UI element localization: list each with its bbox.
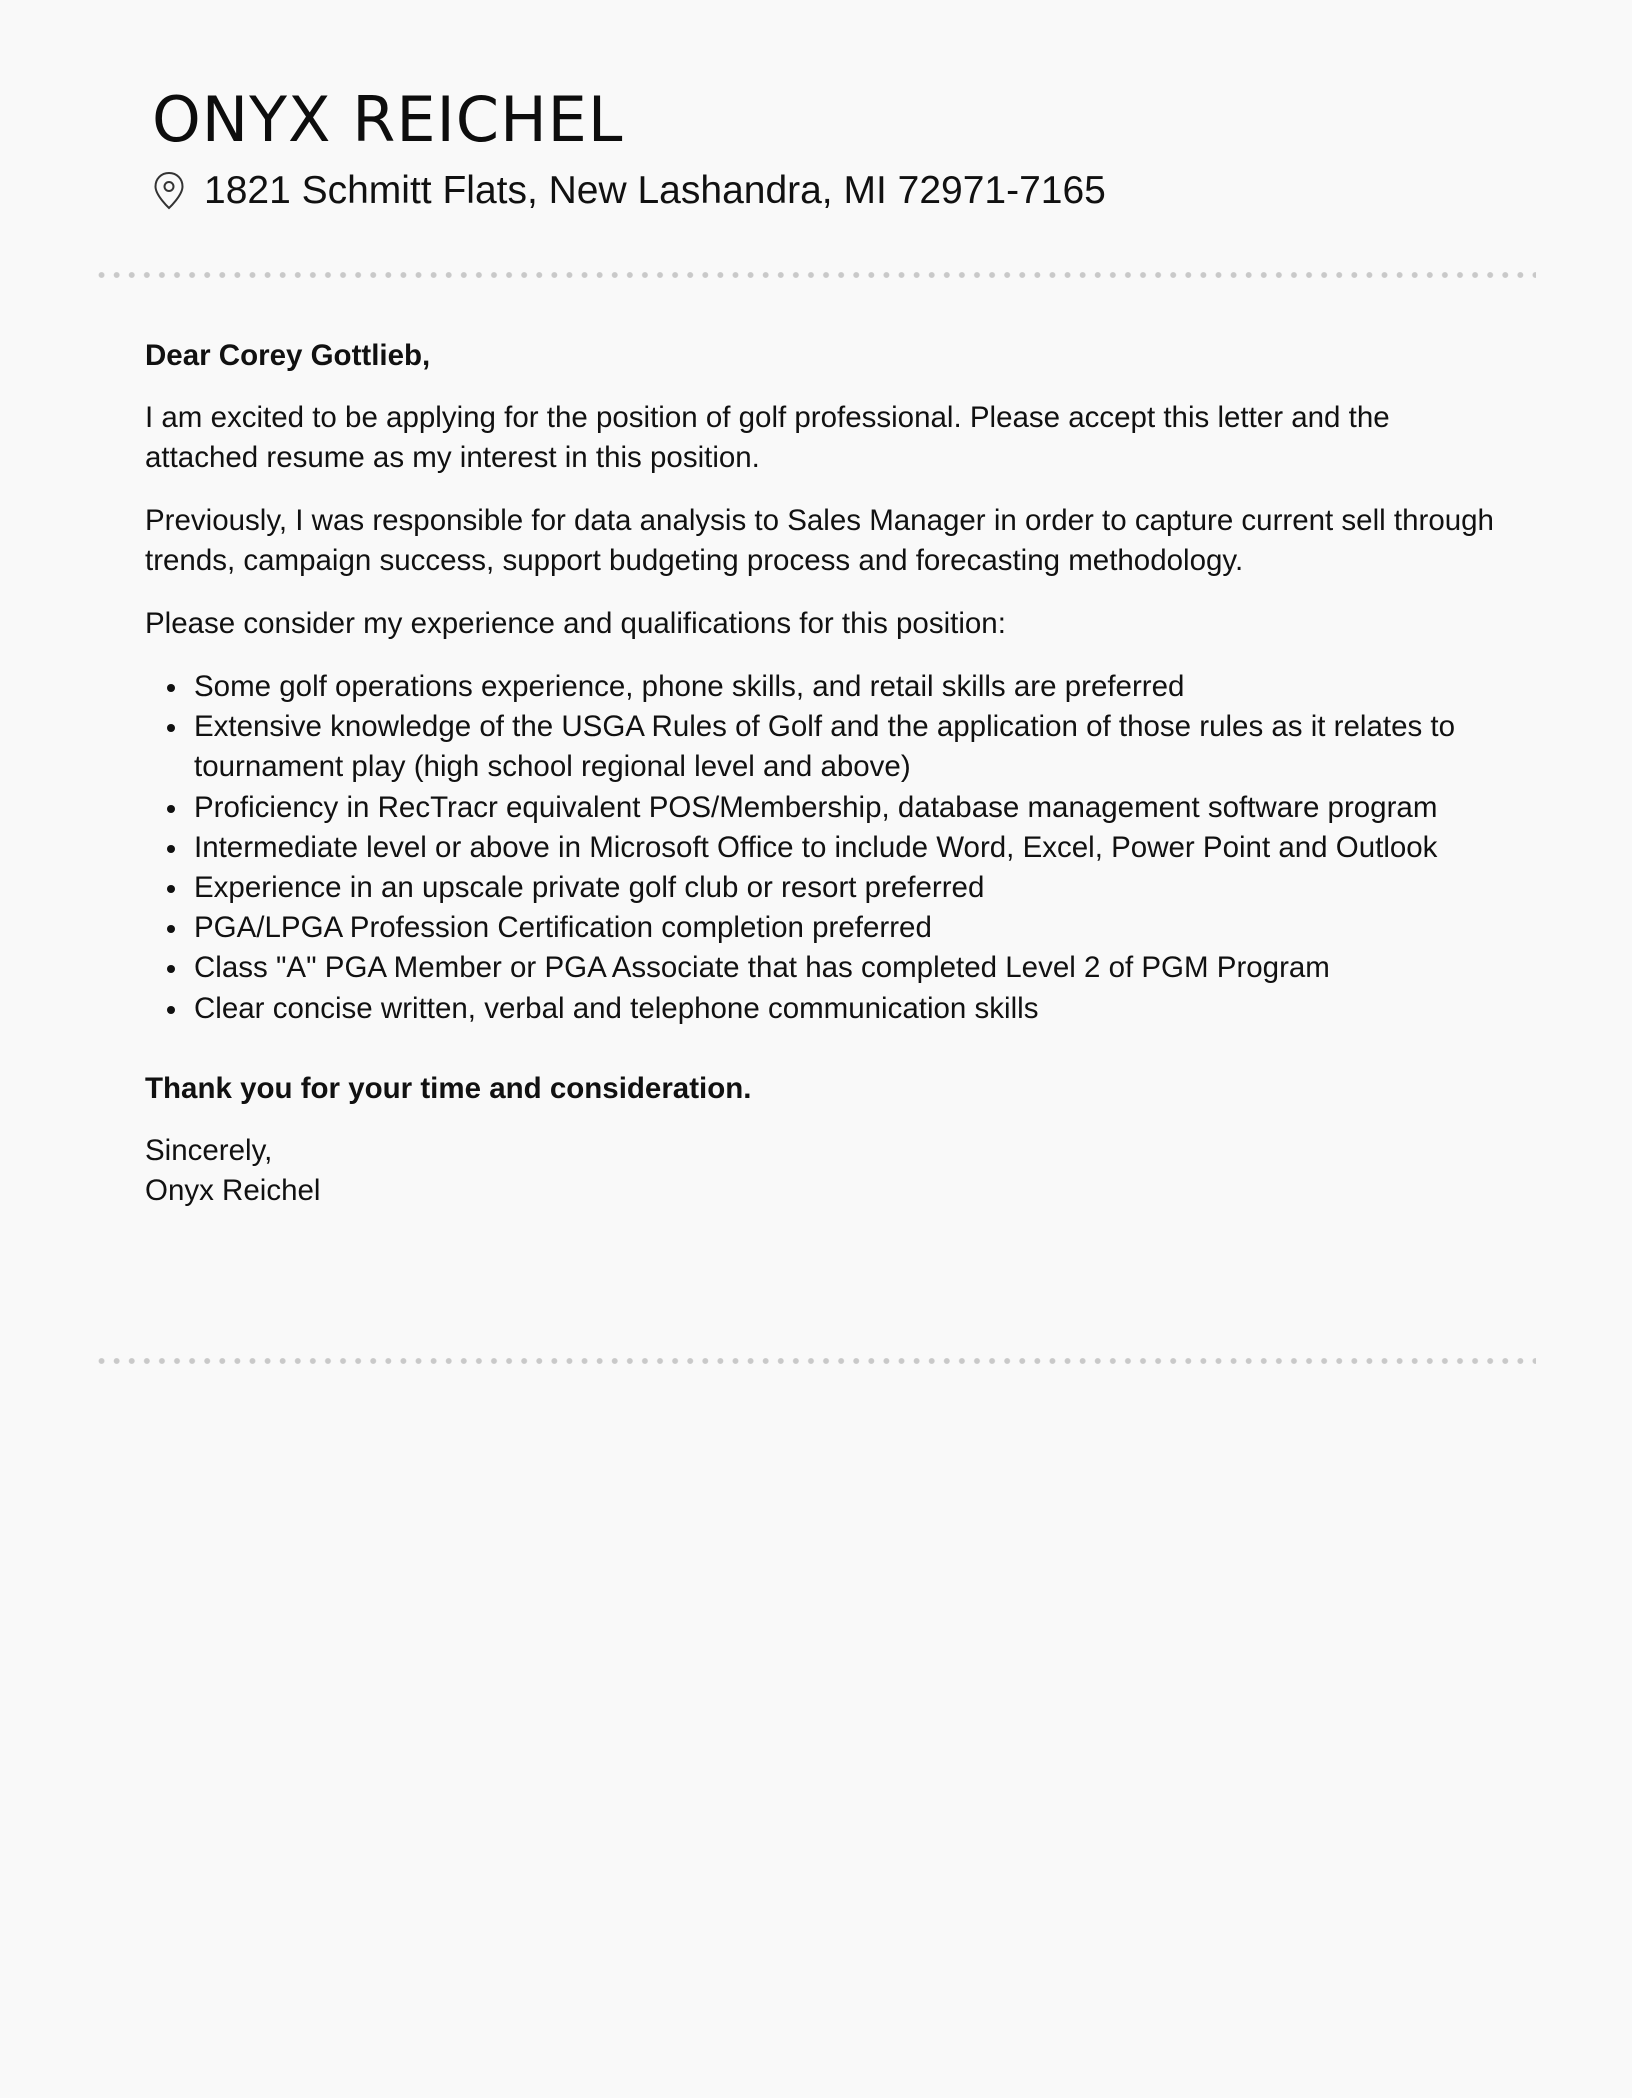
dotted-divider-top xyxy=(94,272,1536,278)
bullet-icon xyxy=(167,965,175,973)
bullet-icon xyxy=(167,724,175,732)
qualifications-intro: Please consider my experience and qualifications for this position: xyxy=(145,607,1006,640)
list-item-text: PGA/LPGA Profession Certification completion preferred xyxy=(194,911,932,945)
list-item-text: Clear concise written, verbal and telephone communication skills xyxy=(194,991,1039,1025)
experience-paragraph: Previously, I was responsible for data analysis to Sales Manager in order to capture current sell through trends, campaign success, support budgeting process and forecasting methodology. xyxy=(145,504,1494,577)
bullet-icon xyxy=(167,1006,175,1014)
list-item xyxy=(145,707,1495,787)
list-item xyxy=(145,989,1495,1029)
letter-header xyxy=(152,78,1532,216)
bullet-icon xyxy=(167,684,175,692)
location-pin-icon xyxy=(152,171,186,211)
list-item-text: Experience in an upscale private golf club or resort preferred xyxy=(194,871,985,905)
bullet-icon xyxy=(167,805,175,813)
signoff: Sincerely, xyxy=(145,1133,273,1167)
qualifications-list xyxy=(145,667,1495,1029)
dotted-divider-bottom xyxy=(94,1358,1536,1364)
list-item-text: Class "A" PGA Member or PGA Associate that has completed Level 2 of PGM Program xyxy=(194,951,1330,985)
list-item xyxy=(145,868,1495,908)
list-item xyxy=(145,948,1495,988)
bullet-icon xyxy=(167,885,175,893)
list-item xyxy=(145,908,1495,948)
address-row xyxy=(152,166,1532,216)
intro-paragraph: I am excited to be applying for the position of golf professional. Please accept this letter and the attached resume as my interest in this position. xyxy=(145,401,1390,474)
bullet-icon xyxy=(167,925,175,933)
list-item-text: Proficiency in RecTracr equivalent POS/Membership, database management software program xyxy=(194,790,1438,824)
address-text: 1821 Schmitt Flats, New Lashandra, MI 72971-7165 xyxy=(204,169,1106,212)
list-item-text: Some golf operations experience, phone skills, and retail skills are preferred xyxy=(194,670,1185,703)
list-item xyxy=(145,667,1495,707)
bullet-icon xyxy=(167,845,175,853)
closing-line: Thank you for your time and consideration. xyxy=(145,1071,752,1105)
letter-body xyxy=(145,336,1495,1211)
list-item xyxy=(145,828,1495,868)
greeting: Dear Corey Gottlieb, xyxy=(145,339,431,372)
signature-name: Onyx Reichel xyxy=(145,1173,321,1207)
list-item-text: Intermediate level or above in Microsoft Office to include Word, Excel, Power Point and Outlook xyxy=(194,830,1438,864)
list-item-text: Extensive knowledge of the USGA Rules of Golf and the application of those rules as it relates to tournament play (high school regional level and above) xyxy=(194,710,1456,784)
list-item xyxy=(145,788,1495,828)
applicant-name: ONYX REICHEL xyxy=(152,83,624,156)
